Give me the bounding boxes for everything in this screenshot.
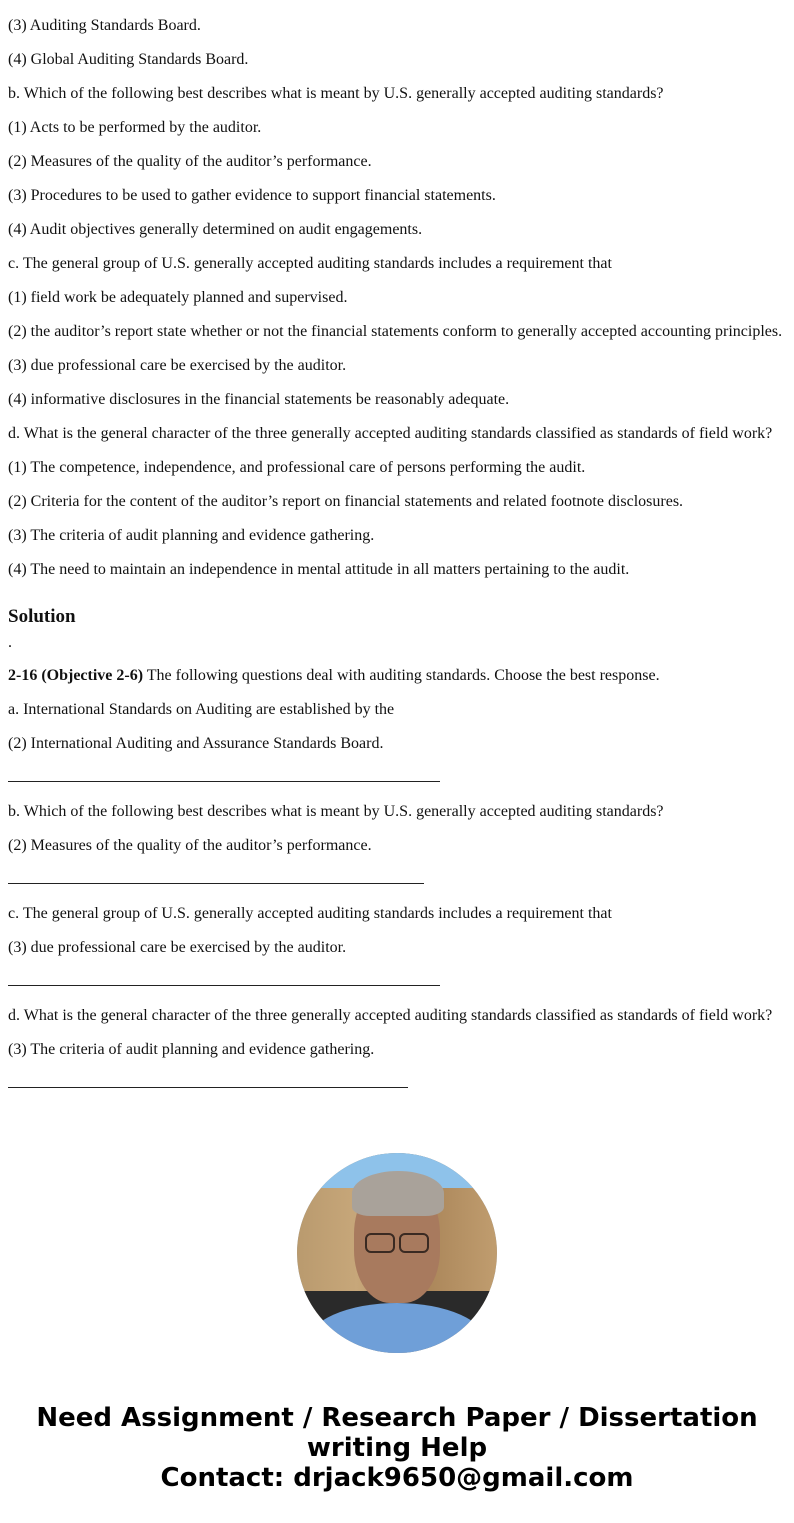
- question-b: b. Which of the following best describes what is meant by U.S. generally accepted auditing standards?: [8, 85, 664, 102]
- option-b4: (4) Audit objectives generally determined on audit engagements.: [8, 221, 423, 238]
- answer-b-choice: (2) Measures of the quality of the auditor’s performance.: [8, 837, 372, 854]
- answer-b-question: b. Which of the following best describes what is meant by U.S. generally accepted auditing standards?: [8, 803, 664, 820]
- answer-c-question: c. The general group of U.S. generally accepted auditing standards includes a requirement that: [8, 905, 612, 922]
- option-b1: (1) Acts to be performed by the auditor.: [8, 119, 262, 136]
- option-d1: (1) The competence, independence, and professional care of persons performing the audit.: [8, 459, 586, 476]
- option-a4: (4) Global Auditing Standards Board.: [8, 51, 249, 68]
- divider: [8, 871, 788, 905]
- solution-intro-text: The following questions deal with auditing standards. Choose the best response.: [143, 667, 660, 684]
- glasses-icon: [365, 1233, 429, 1251]
- question-d: d. What is the general character of the three generally accepted auditing standards classified as standards of field work?: [8, 425, 773, 442]
- solution-dot: .: [8, 634, 12, 651]
- option-c2: (2) the auditor’s report state whether or not the financial statements conform to generally accepted accounting principles.: [8, 323, 783, 340]
- option-c3: (3) due professional care be exercised by the auditor.: [8, 357, 347, 374]
- option-b3: (3) Procedures to be used to gather evidence to support financial statements.: [8, 187, 496, 204]
- option-c1: (1) field work be adequately planned and supervised.: [8, 289, 348, 306]
- option-d2: (2) Criteria for the content of the auditor’s report on financial statements and related footnote disclosures.: [8, 493, 684, 510]
- divider: [8, 1075, 788, 1109]
- option-a2: [8, 0, 788, 17]
- option-d3: (3) The criteria of audit planning and evidence gathering.: [8, 527, 375, 544]
- banner-contact: Contact: drjack9650@gmail.com: [160, 1463, 634, 1493]
- option-b2: (2) Measures of the quality of the auditor’s performance.: [8, 153, 372, 170]
- answer-a-choice: (2) International Auditing and Assurance Standards Board.: [8, 735, 384, 752]
- author-avatar: [297, 1153, 497, 1353]
- answer-d-choice: (3) The criteria of audit planning and evidence gathering.: [8, 1041, 375, 1058]
- solution-intro: [8, 667, 788, 701]
- option-c4: (4) informative disclosures in the financial statements be reasonably adequate.: [8, 391, 510, 408]
- answer-c-choice: (3) due professional care be exercised by the auditor.: [8, 939, 347, 956]
- answer-d-question: d. What is the general character of the three generally accepted auditing standards classified as standards of field work?: [8, 1007, 773, 1024]
- solution-heading: Solution: [8, 606, 76, 627]
- answer-a-question: a. International Standards on Auditing are established by the: [8, 701, 395, 718]
- banner-line-2: writing Help: [306, 1433, 488, 1463]
- solution-intro-label: 2-16 (Objective 2-6): [8, 667, 144, 684]
- divider: [8, 769, 788, 803]
- document-content: [8, 0, 788, 1109]
- banner-line-1: Need Assignment / Research Paper / Dissertation: [36, 1403, 758, 1433]
- option-d4: (4) The need to maintain an independence in mental attitude in all matters pertaining to the audit.: [8, 561, 630, 578]
- option-a3: (3) Auditing Standards Board.: [8, 17, 201, 34]
- contact-banner: [0, 1403, 794, 1493]
- divider: [8, 973, 788, 1007]
- question-c: c. The general group of U.S. generally accepted auditing standards includes a requirement that: [8, 255, 612, 272]
